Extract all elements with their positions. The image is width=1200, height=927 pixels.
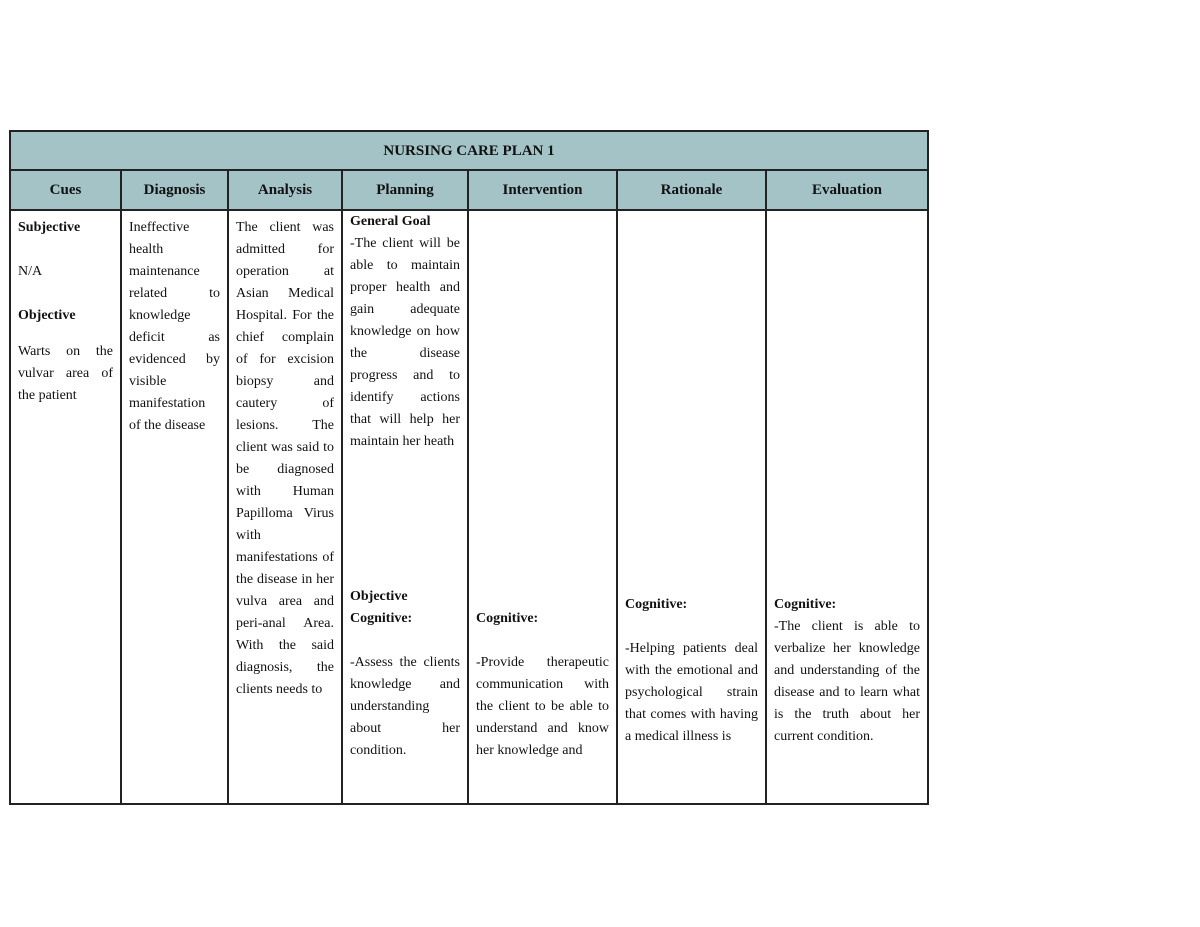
table-title: NURSING CARE PLAN 1 xyxy=(11,132,927,171)
header-planning: Planning xyxy=(343,171,469,209)
planning-cognitive-text: -Assess the clients knowledge and understanding about her condition. xyxy=(350,655,460,758)
header-intervention: Intervention xyxy=(469,171,618,209)
intervention-cell xyxy=(469,211,618,803)
evaluation-cognitive-label: Cognitive: xyxy=(774,597,837,612)
intervention-cognitive-label: Cognitive: xyxy=(476,611,539,626)
objective-value: Warts on the vulvar area of the patient xyxy=(18,344,113,403)
body-row xyxy=(11,211,927,803)
nursing-care-plan-table xyxy=(9,130,929,805)
planning-objective-label: Objective xyxy=(350,589,408,604)
header-diagnosis: Diagnosis xyxy=(122,171,229,209)
analysis-cell xyxy=(229,211,343,803)
header-analysis: Analysis xyxy=(229,171,343,209)
planning-cognitive-label: Cognitive: xyxy=(350,611,413,626)
header-evaluation: Evaluation xyxy=(811,182,883,198)
general-goal-label: General Goal xyxy=(350,214,431,229)
subjective-label: Subjective xyxy=(18,220,81,235)
diagnosis-text: Ineffective health maintenance related to knowledge deficit as evidenced by visible manifestation of the disease xyxy=(129,220,220,433)
subjective-value: N/A xyxy=(18,264,43,279)
objective-label: Objective xyxy=(18,308,76,323)
intervention-cognitive-text: -Provide therapeutic communication with the client to be able to understand and know her knowledge and xyxy=(476,655,609,758)
rationale-cell xyxy=(618,211,767,803)
analysis-text: The client was admitted for operation at Asian Medical Hospital. For the chief complain of for excision biopsy and cautery of lesions. The client was said to be diagnosed with Human Papilloma Virus with manifestations of the disease in her vulva area and peri-anal Area. With the said diagnosis, the clients needs to xyxy=(236,220,334,697)
diagnosis-cell xyxy=(122,211,229,803)
cues-cell xyxy=(11,211,122,803)
header-cues: Cues xyxy=(11,171,122,209)
header-rationale: Rationale xyxy=(618,171,767,209)
rationale-cognitive-label: Cognitive: xyxy=(625,597,688,612)
rationale-cognitive-text: -Helping patients deal with the emotional and psychological strain that comes with having a medical illness is xyxy=(625,641,758,744)
evaluation-cell xyxy=(767,211,927,803)
general-goal-text: -The client will be able to maintain proper health and gain adequate knowledge on how the disease progress and to identify actions that will help her maintain her heath xyxy=(350,236,460,449)
evaluation-cognitive-text: -The client is able to verbalize her knowledge and understanding of the disease and to learn what is the truth about her current condition. xyxy=(774,619,920,744)
planning-cell xyxy=(343,211,469,803)
header-row xyxy=(11,171,927,211)
